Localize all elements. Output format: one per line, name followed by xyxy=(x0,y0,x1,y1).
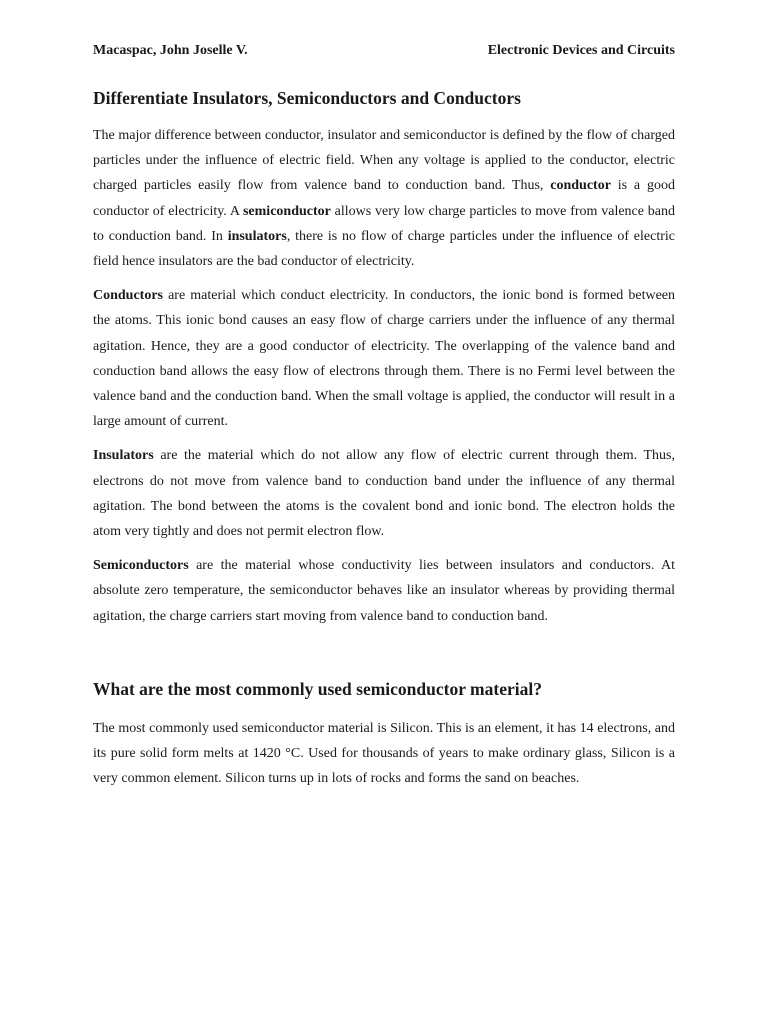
conductors-term: Conductors xyxy=(93,288,164,304)
section-heading-semiconductor-material: What are the most commonly used semiconductor material? xyxy=(93,678,542,699)
paragraph-semiconductors xyxy=(93,553,675,629)
header-course: Electronic Devices and Circuits xyxy=(487,43,675,58)
intro-text-1: The major difference between conductor, insulator and semiconductor is defined by the flow of charged particles under the influence of electric field. When any voltage is applied to the conductor, electric charged particles easily flow from valence band to conduction band. Thus, xyxy=(93,128,675,194)
intro-text-3: allows very low charge particles to move from valence band to conduction band. In xyxy=(93,203,675,244)
insulators-text: are the material which do not allow any flow of electric current through them. Thus, electrons do not move from valence band to conduction band under the influence of any thermal agitation. The bond between the atoms is the covalent bond and ionic bond. The electron holds the atom very tightly and does not permit electron flow. xyxy=(93,448,675,540)
section-heading-differentiate: Differentiate Insulators, Semiconductors and Conductors xyxy=(93,88,521,108)
running-header xyxy=(93,41,675,61)
document-body xyxy=(93,86,675,791)
paragraph-conductors xyxy=(93,283,675,434)
conductors-text: are material which conduct electricity. In conductors, the ionic bond is formed between the atoms. This ionic bond causes an easy flow of charge carriers under the influence of any thermal agitation. Hence, they are a good conductor of electricity. The overlapping of the valence band and conduction band allows the easy flow of electrons through them. There is no Fermi level between the valence band and the conduction band. When the small voltage is applied, the conductor will result in a large amount of current. xyxy=(93,288,675,430)
intro-term-semiconductor: semiconductor xyxy=(242,203,331,219)
header-author: Macaspac, John Joselle V. xyxy=(93,43,248,58)
paragraph-intro xyxy=(93,123,675,274)
intro-text-4: , there is no flow of charge particles under the influence of electric field hence insulators are the bad conductor of electricity. xyxy=(93,228,675,270)
intro-text-2: is a good conductor of electricity. A xyxy=(93,178,675,219)
semiconductors-text: are the material whose conductivity lies between insulators and conductors. At absolute zero temperature, the semiconductor behaves like an insulator whereas by providing thermal agitation, the charge carriers start moving from valence band to conduction band. xyxy=(93,558,675,624)
paragraph-insulators xyxy=(93,443,675,544)
paragraph-silicon: The most commonly used semiconductor material is Silicon. This is an element, it has 14 electrons, and its pure solid form melts at 1420 °C. Used for thousands of years to make ordinary glass, Silicon is a very common element. Silicon turns up in lots of rocks and forms the sand on beaches. xyxy=(93,720,675,787)
intro-term-conductor: conductor xyxy=(550,178,611,194)
semiconductors-term: Semiconductors xyxy=(93,558,189,574)
insulators-term: Insulators xyxy=(93,448,154,464)
intro-term-insulators: insulators xyxy=(227,228,287,244)
